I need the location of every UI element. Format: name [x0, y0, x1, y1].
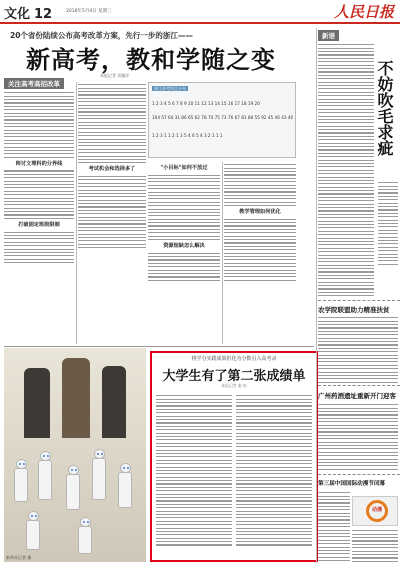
subhead: 资源短缺怎么解决: [163, 243, 205, 250]
subhead: 打破固定班级限制: [18, 221, 60, 228]
lead-column-4: [224, 162, 296, 345]
body-text: [318, 404, 398, 470]
commentary-label: 新语: [318, 30, 339, 41]
body-text: [352, 530, 398, 562]
body-text: [4, 92, 74, 158]
subhead: 考试机会和选择多了: [88, 166, 136, 173]
column-box-head: 关注高考高招改革: [4, 78, 64, 89]
brief-headline-2[interactable]: 广州药酒遗址重新开门迎客: [318, 392, 396, 400]
commentary-title[interactable]: 不妨吹毛求疵: [375, 60, 394, 156]
lead-column-3: [148, 162, 220, 345]
brief-body-2: [318, 402, 398, 472]
body-text: [78, 84, 146, 163]
commentary-column-2: [378, 180, 398, 298]
body-text: [378, 182, 398, 264]
table-row: 104 57 64 31 86 65 62 78 70 75 73 76 67 81 88 55 92 45 46 43 40: [152, 115, 294, 120]
robots-photo: [4, 348, 146, 562]
feature-byline: 本报记者 秦 姣: [221, 383, 247, 388]
body-text: [148, 253, 220, 281]
body-text: [224, 164, 296, 206]
body-text: [318, 317, 398, 383]
robot-figure: [92, 458, 106, 500]
column-divider: [76, 82, 77, 344]
table-row: 1 2 3 1 1 2 1 3 5 4 6 5 4 3 2 1 1 1: [152, 133, 223, 138]
lead-column-2: [78, 82, 146, 345]
feature-title[interactable]: 大学生有了第二张成绩单: [162, 369, 306, 384]
lead-byline: 本报记者 窦瀚洋: [100, 73, 130, 78]
brief-body-3: [318, 490, 350, 562]
lead-column-1: [4, 90, 74, 345]
logo-text: 动漫: [371, 507, 382, 513]
column-divider: [222, 162, 223, 344]
robot-figure: [26, 520, 40, 550]
dateline: 2016年5月4日 星期三: [66, 9, 112, 14]
lead-kicker: 20个省份陆续公布高考改革方案，先行一步的浙江——: [10, 31, 193, 40]
body-text: [4, 232, 74, 264]
subhead: 师讨文理科的分界线: [15, 160, 63, 167]
animation-festival-logo: [352, 496, 398, 526]
feature-column-2: [236, 393, 312, 559]
subhead: 教学管理如何优化: [239, 209, 281, 216]
feature-column-1: [156, 393, 232, 559]
person-figure: [62, 358, 90, 438]
body-text: [236, 395, 312, 545]
body-text: [318, 44, 374, 296]
person-figure: [102, 366, 126, 438]
section-divider: [318, 474, 400, 475]
section-divider: [318, 300, 400, 301]
robot-figure: [14, 468, 28, 502]
brief-headline-3[interactable]: 第三届中国国际动漫节闭幕: [318, 481, 386, 487]
table-row: 1 2 3 4 5 6 7 8 9 10 11 12 13 14 15 16 17 18 19 20: [152, 101, 260, 106]
robot-figure: [118, 472, 132, 508]
section-name: 文化: [4, 7, 31, 22]
body-text: [78, 176, 146, 248]
section-divider: [318, 385, 400, 386]
brief-headline-1[interactable]: 农学院联盟助力精准扶贫: [318, 306, 390, 314]
feature-article-box[interactable]: [150, 351, 318, 562]
robot-figure: [38, 460, 52, 500]
body-text: [156, 395, 232, 545]
lead-headline[interactable]: 新高考，教和学随之变: [26, 46, 276, 74]
body-text: [4, 170, 74, 219]
subhead: "小目标"如何不放过: [160, 165, 208, 171]
body-text: [148, 175, 220, 241]
photo-caption: 新华社记者 摄: [6, 555, 32, 560]
brief-body-3b: [352, 528, 398, 562]
section-divider: [4, 346, 314, 347]
section-label: [4, 3, 52, 22]
column-divider: [316, 28, 317, 563]
page-header: [0, 0, 400, 24]
feature-kicker: 将学分实践成果折化为分数引入高考录: [191, 356, 277, 362]
body-text: [224, 219, 296, 281]
commentary-column-1: [318, 42, 374, 297]
robot-figure: [66, 474, 80, 510]
body-text: [318, 492, 350, 561]
subject-table: [148, 82, 296, 158]
page-number: 12: [34, 7, 53, 22]
brief-body-1: [318, 315, 398, 383]
masthead-logo: 人民日报: [333, 3, 394, 21]
person-figure: [24, 368, 50, 438]
table-title: 浙江选考科目分布: [154, 86, 186, 91]
robot-figure: [78, 526, 92, 554]
